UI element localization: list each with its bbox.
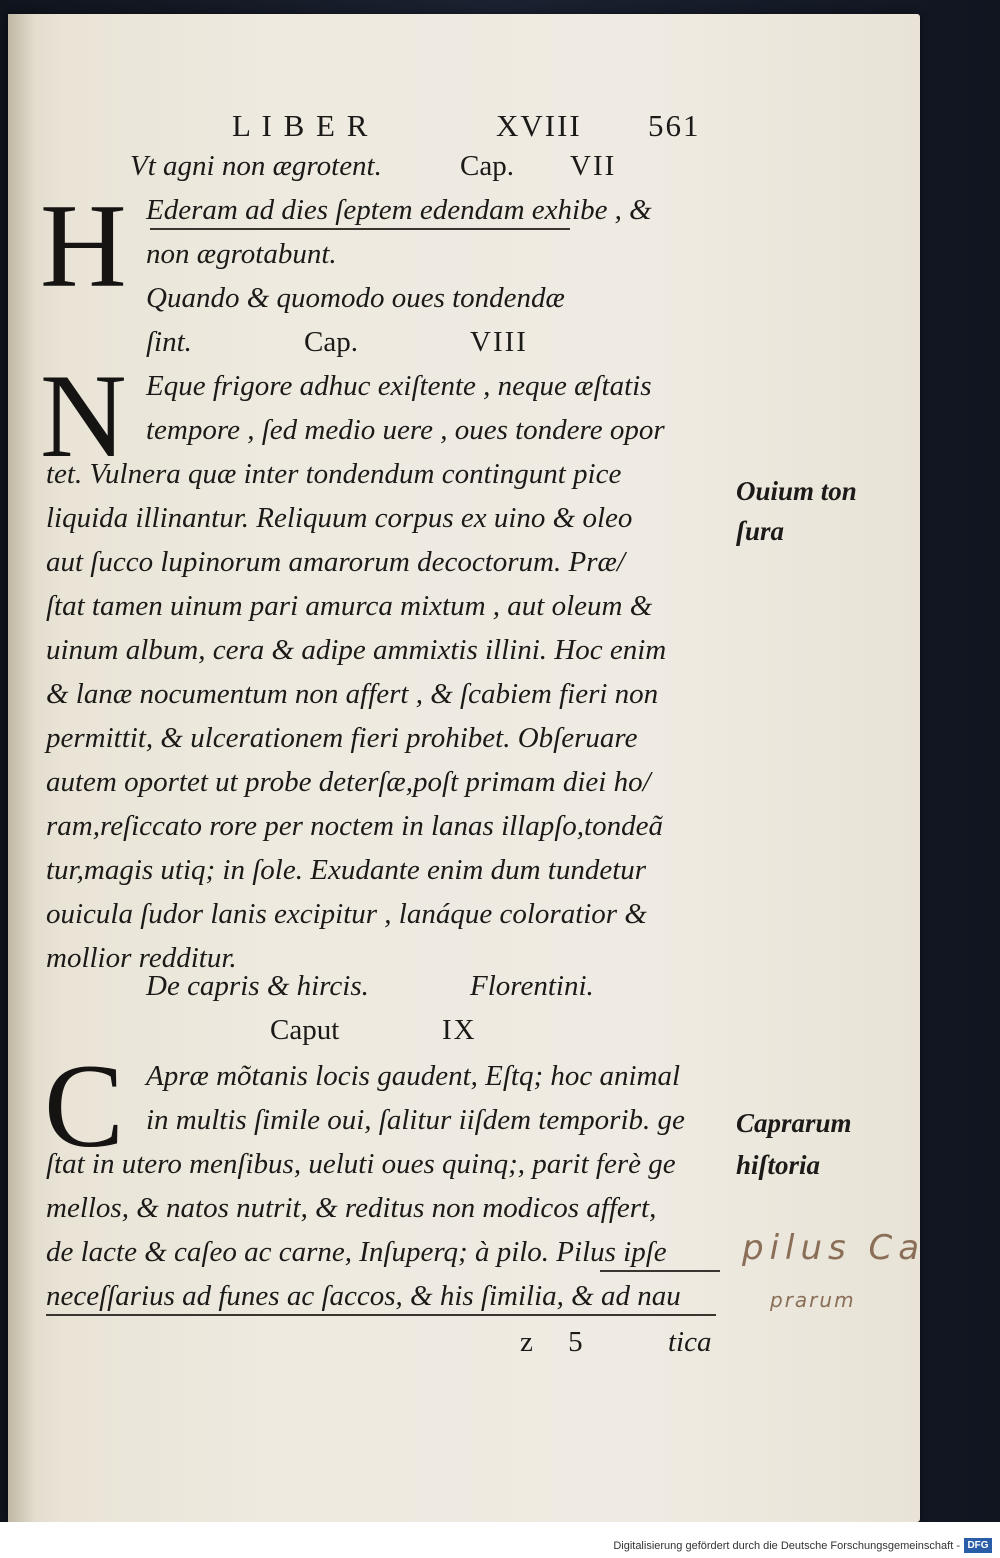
ch8-margin-note-2: ſura — [736, 516, 785, 546]
running-head-liber: L I B E R — [232, 108, 370, 143]
ch7-number: VII — [570, 150, 617, 182]
ch7-line-1: Ederam ad dies ſeptem edendam exhibe , & — [146, 194, 652, 226]
ch8-line-7: uinum album, cera & adipe ammixtis illini. Hoc enim — [46, 634, 667, 666]
ch8-initial: N — [40, 349, 127, 482]
handwritten-note-1: pilus Ca — [742, 1228, 926, 1268]
ch8-line-13: ouicula ſudor lanis excipitur , lanáque coloratior & — [46, 898, 647, 930]
ch8-line-3: tet. Vulnera quæ inter tondendum contingunt pice — [46, 458, 622, 490]
ch8-line-4: liquida illinantur. Reliquum corpus ex uino & oleo — [46, 502, 633, 534]
ch7-initial: H — [40, 179, 127, 312]
ch7-cap: Cap. — [460, 150, 514, 182]
page-gutter — [8, 14, 34, 1522]
ch9-number: IX — [442, 1014, 477, 1046]
ch9-heading: De capris & hircis. — [146, 970, 369, 1002]
footer-credit: Digitalisierung gefördert durch die Deutsche Forschungsgemeinschaft - — [613, 1540, 960, 1552]
ch9-heading-source: Florentini. — [470, 970, 594, 1002]
ch9-line-4: mellos, & natos nutrit, & reditus non modicos affert, — [46, 1192, 657, 1224]
ch8-line-14: mollior redditur. — [46, 942, 237, 974]
ch8-line-11: ram,reſiccato rore per noctem in lanas illapſo,tondeã — [46, 810, 663, 842]
ch9-margin-note-1: Caprarum — [736, 1108, 852, 1138]
ch8-line-6: ſtat tamen uinum pari amurca mixtum , aut oleum & — [46, 590, 653, 622]
ch8-line-12: tur,magis utiq; in ſole. Exudante enim dum tundetur — [46, 854, 647, 886]
ch9-line-3: ſtat in utero menſibus, ueluti oues quinq;, parit ferè ge — [46, 1148, 676, 1180]
ch8-heading-1: Quando & quomodo oues tondendæ — [146, 282, 565, 314]
signature-mark: z 5 — [520, 1326, 597, 1358]
ch9-line-6: neceſſarius ad funes ac ſaccos, & his ſimilia, & ad nau — [46, 1280, 681, 1312]
ch9-initial: C — [44, 1039, 125, 1172]
ch8-line-2: tempore , ſed medio uere , oues tondere opor — [146, 414, 665, 446]
ch7-underline — [150, 228, 570, 230]
page-number: 561 — [648, 108, 701, 143]
ch9-underline-1 — [600, 1270, 720, 1272]
ch8-line-1: Eque frigore adhuc exiſtente , neque æſtatis — [146, 370, 652, 402]
dfg-logo: DFG — [964, 1538, 992, 1553]
ch9-line-5: de lacte & caſeo ac carne, Inſuperq; à pilo. Pilus ipſe — [46, 1236, 667, 1268]
catchword: tica — [668, 1326, 712, 1358]
ch8-line-5: aut ſucco lupinorum amarorum decoctorum. Præ/ — [46, 546, 625, 578]
ch8-cap: Cap. — [304, 326, 358, 358]
ch8-number: VIII — [470, 326, 528, 358]
ch7-line-2: non ægrotabunt. — [146, 238, 337, 270]
ch7-heading: Vt agni non ægrotent. — [130, 150, 382, 182]
ch9-line-1: Apræ mõtanis locis gaudent, Eſtq; hoc animal — [146, 1060, 681, 1092]
ch8-heading-2: ſint. — [146, 326, 192, 358]
ch8-line-10: autem oportet ut probe deterſæ,poſt primam diei ho/ — [46, 766, 651, 798]
running-head-book: XVIII — [496, 108, 582, 143]
handwritten-note-2: prarum — [770, 1288, 856, 1312]
ch8-line-8: & lanæ nocumentum non affert , & ſcabiem fieri non — [46, 678, 659, 710]
ch9-caput: Caput — [270, 1014, 340, 1046]
ch9-margin-note-2: hiſtoria — [736, 1150, 821, 1180]
ch9-underline-2 — [46, 1314, 716, 1316]
ch8-line-9: permittit, & ulcerationem fieri prohibet. Obſeruare — [46, 722, 638, 754]
ch8-margin-note-1: Ouium ton — [736, 476, 857, 506]
ch9-line-2: in multis ſimile oui, ſalitur iiſdem temporib. ge — [146, 1104, 685, 1136]
